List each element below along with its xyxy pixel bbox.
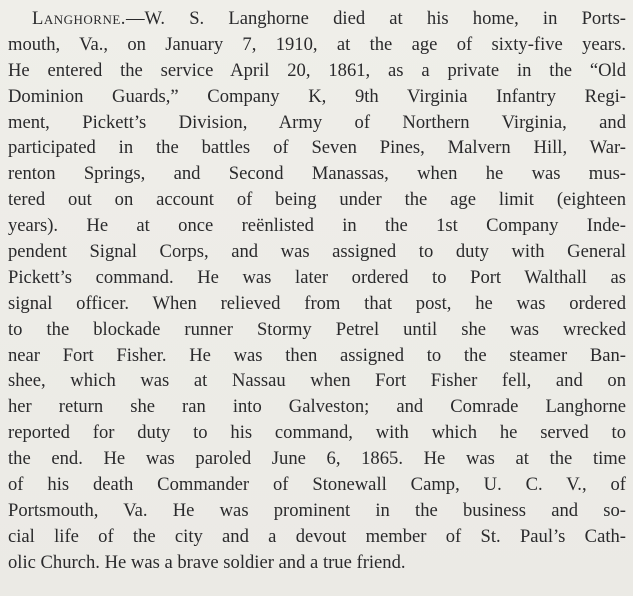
text-line: near Fort Fisher. He was then assigned to the steamer Ban- [8,344,626,366]
text-line: signal officer. When relieved from that post, he was ordered [8,292,626,314]
text-line: mouth, Va., on January 7, 1910, at the age of sixty-five years. [8,33,626,55]
text-line: ment, Pickett’s Division, Army of Northern Virginia, and [8,111,626,133]
text-line: to the blockade runner Stormy Petrel until she was wrecked [8,318,626,340]
text-line: olic Church. He was a brave soldier and a true friend. [8,551,406,573]
text-line: reported for duty to his command, with which he served to [8,422,626,444]
text-line: shee, which was at Nassau when Fort Fisher fell, and on [8,370,626,392]
text-line: Dominion Guards,” Company K, 9th Virginia Infantry Regi- [8,85,626,107]
obituary-heading: Langhorne. [32,8,126,29]
text-line: Pickett’s command. He was later ordered to Port Walthall as [8,266,626,288]
text-line: participated in the battles of Seven Pines, Malvern Hill, War- [8,137,626,159]
text-line: tered out on account of being under the age limit (eighteen [8,189,626,211]
text-line: of his death Commander of Stonewall Camp, U. C. V., of [8,474,626,496]
text-line-content: —W. S. Langhorne died at his home, in Ports- [125,8,626,29]
text-line: years). He at once reënlisted in the 1st Company Inde- [8,215,626,237]
text-line: Portsmouth, Va. He was prominent in the business and so- [8,499,626,521]
text-line [8,6,626,32]
text-line: the end. He was paroled June 6, 1865. He was at the time [8,448,626,470]
text-line: pendent Signal Corps, and was assigned to duty with General [8,241,626,263]
text-line: cial life of the city and a devout member of St. Paul’s Cath- [8,525,626,547]
obituary-paragraph [8,6,626,576]
text-line: her return she ran into Galveston; and Comrade Langhorne [8,396,626,418]
text-line: He entered the service April 20, 1861, as a private in the “Old [8,59,626,81]
text-line: renton Springs, and Second Manassas, when he was mus- [8,163,626,185]
